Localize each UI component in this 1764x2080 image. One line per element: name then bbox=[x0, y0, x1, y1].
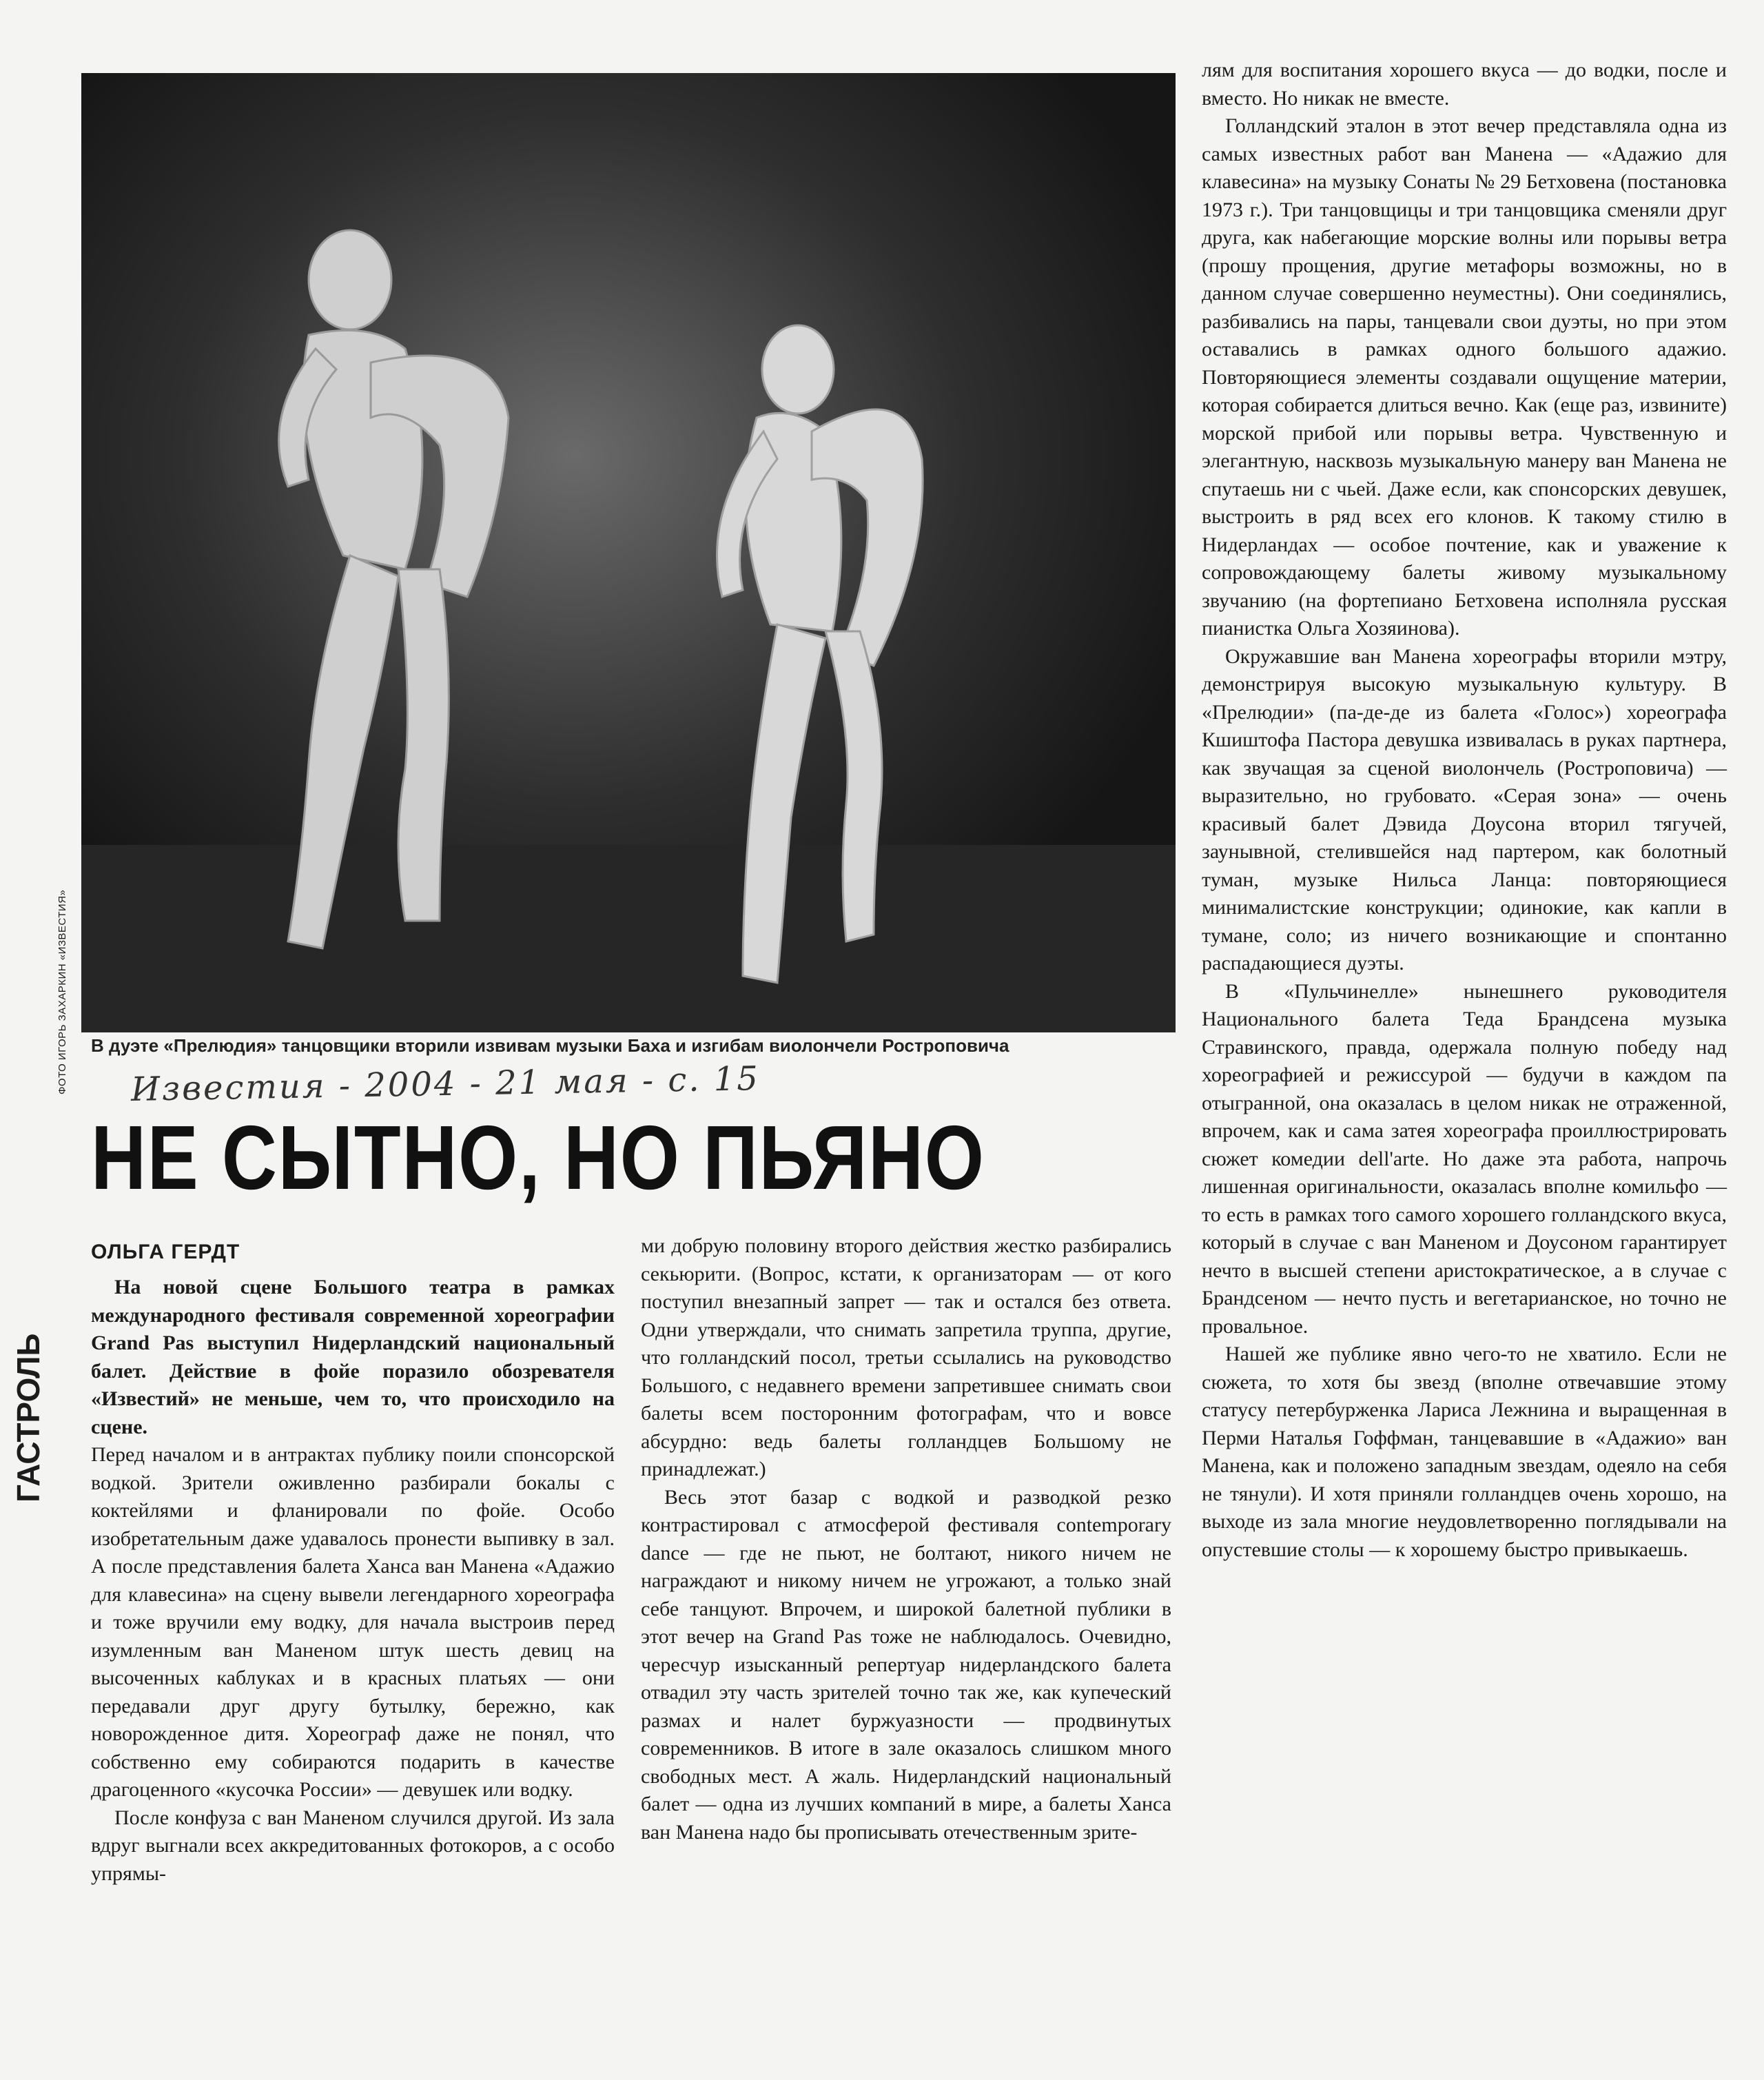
photo-credit: ФОТО ИГОРЬ ЗАХАРКИН «ИЗВЕСТИЯ» bbox=[57, 889, 68, 1094]
paragraph: После конфуза с ван Маненом случился другой. Из зала вдруг выгнали всех аккредитованных фотокоров, а с особо упрямы- bbox=[91, 1806, 615, 1885]
lead-paragraph: На новой сцене Большого театра в рамках международного фестиваля современной хореографии Grand Pas выступил Нидерландский национальный балет. Действие в фойе поразило обозревателя «Известий» не меньше, чем то, что происходило на сцене. bbox=[91, 1276, 615, 1438]
paragraph: ми добрую половину второго действия жестко разбирались секьюрити. (Вопрос, кстати, к организаторам — от кого поступил внезапный запрет — так и остался без ответа. Одни утверждали, что снимать запретила труппа, другие, что голландский посол, третьи ссылались на руководство Большого, с недавнего времени запретившее снимать свои балеты всем посторонним фотографам, что и вовсе абсурдно: ведь балеты голландцев Большому не принадлежат.) bbox=[641, 1234, 1171, 1480]
paragraph: Голландский эталон в этот вечер представляла одна из самых известных работ ван Манена — «Адажио для клавесина» на музыку Сонаты № 29 Бетховена (постановка 1973 г.). Три танцовщицы и три танцовщика сменяли друг друга, как набегающие морские волны или порывы ветра (прошу прощения, другие метафоры возможны, но в данном случае совершенно неуместны). Они соединялись, разбивались на пары, танцевали свои дуэты, но при этом оставались в рамках одного большого адажио. Повторяющиеся элементы создавали ощущение материи, которая собирается длиться вечно. Как (еще раз, извините) морской прибой или порывы ветра. Чувственную и элегантную, насквозь музыкальную манеру ван Манена не спутаешь ни с чьей. Даже если, как спонсорских девушек, выстроить в ряд всех его клонов. К такому стилю в Нидерландах — особое почтение, как и уважение к сопровождающему балеты живому музыкальному звучанию (на фортепиано Бетховена исполняла русская пианистка Ольга Хозяинова). bbox=[1202, 114, 1727, 640]
column-2 bbox=[641, 1232, 1171, 1846]
paragraph: Перед началом и в антрактах публику поили спонсорской водкой. Зрители оживленно разбирали бокалы с коктейлями и фланировали по фойе. Особо изобретательным даже удавалось пронести выпивку в зал. А после представления балета Ханса ван Манена «Адажио для клавесина» на сцену вывели легендарного хореографа и тоже вручили ему водку, для начала выстроив перед изумленным ван Маненом штук шесть девиц на высоченных каблуках и в красных платьях — они передавали друг другу бутылку, бережно, как новорожденное дитя. Хореограф даже не понял, что собственно ему собираются подарить в качестве драгоценного «кусочка России» — девушек или водку. bbox=[91, 1443, 615, 1801]
headline: НЕ СЫТНО, НО ПЬЯНО bbox=[91, 1107, 985, 1208]
photo-caption: В дуэте «Прелюдия» танцовщики вторили извивам музыки Баха и изгибам виолончели Ростроповича bbox=[91, 1035, 1009, 1056]
dancers-illustration bbox=[81, 73, 1176, 1032]
handwritten-note: Известия - 2004 - 21 мая - с. 15 bbox=[130, 1059, 761, 1109]
column-3 bbox=[1202, 57, 1727, 1564]
paragraph: Нашей же публике явно чего-то не хватило. Если не сюжета, то хотя бы звезд (вполне отвечавшие этому статусу петербурженка Лариса Лежнина и выращенная в Перми Наталья Гоффман, танцевавшие в «Адажио» ван Манена, как и положено западным звездам, одеяло на себя не тянули). И хотя приняли голландцев очень хорошо, на выходе из зала многие неудовлетворенно поглядывали на опустевшие столы — к хорошему быстро привыкаешь. bbox=[1202, 1343, 1727, 1561]
paragraph: Окружавшие ван Манена хореографы вторили мэтру, демонстрируя высокую музыкальную культуру. В «Прелюдии» (па-де-де из балета «Голос») хореографа Кшиштофа Пастора девушка извивалась в руках партнера, как звучащая за сценой виолончель (Ростроповича) — выразительно, но грубовато. «Серая зона» — очень красивый балет Дэвида Доусона вторил тягучей, заунывной, стелившейся над партером, как болотный туман, музыке Нильса Ланца: повторяющиеся минималистские конструкции; одинокие, как капли в тумане, соло; из ничего возникающие и спонтанно распадающиеся дуэты. bbox=[1202, 644, 1727, 975]
rubric: ГАСТРОЛЬ bbox=[10, 1333, 46, 1502]
byline: ОЛЬГА ГЕРДТ bbox=[91, 1241, 240, 1263]
dance-photo bbox=[81, 73, 1176, 1032]
paragraph: В «Пульчинелле» нынешнего руководителя Национального балета Теда Брандсена музыка Стравинского, правда, одержала полную победу над хореографией и режиссурой — будучи в каждом па отыгранной, она оказалась в целом никак не отраженной, впрочем, как и сама затея хореографа проиллюстрировать сюжет комедии dell'arte. Но даже эта работа, напрочь лишенная оригинальности, оказалась вполне комильфо — то есть в рамках того самого хорошего голландского вкуса, который в случае с ван Маненом и Доусоном гарантирует нечто в высшей степени аристократическое, а в случае с Брандсеном — нечто пусть и вегетарианское, но точно не провальное. bbox=[1202, 979, 1727, 1338]
column-1 bbox=[91, 1274, 615, 1888]
paragraph: Весь этот базар с водкой и разводкой резко контрастировал с атмосферой фестиваля contemporary dance — где не пьют, не болтают, никого ничем не награждают и никому ничем не угрожают, а только знай себе танцуют. Впрочем, и широкой балетной публики в этот вечер на Grand Pas тоже не наблюдалось. Очевидно, чересчур изысканный репертуар нидерландского балета отвадил эту часть зрителей точно так же, как купеческий размах и налет буржуазности — продвинутых современников. В итоге в зале оказалось слишком много свободных мест. А жаль. Нидерландский национальный балет — одна из лучших компаний в мире, а балеты Ханса ван Манена надо бы прописывать отечественным зрите- bbox=[641, 1485, 1171, 1844]
paragraph: лям для воспитания хорошего вкуса — до водки, после и вместо. Но никак не вместе. bbox=[1202, 59, 1727, 110]
